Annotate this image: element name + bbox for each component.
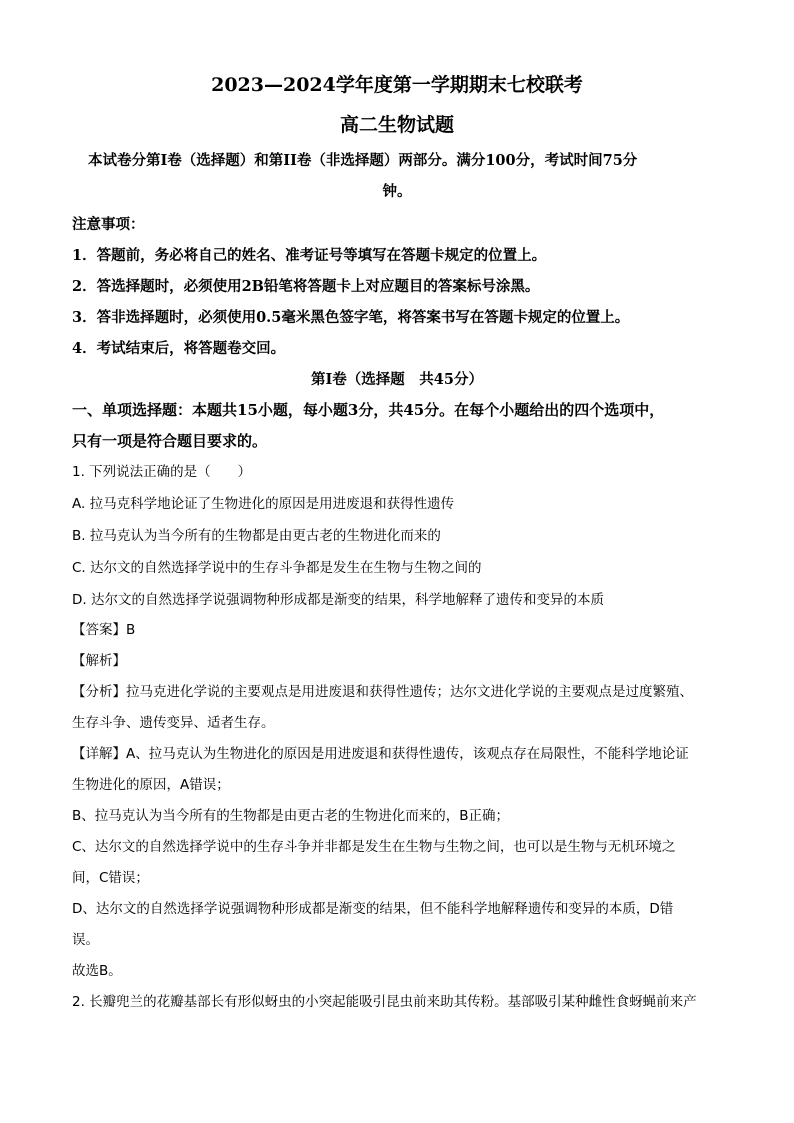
xiangjie-text-1: A、拉马克认为生物进化的原因是用进废退和获得性遗传，该观点存在局限性，不能科学地论证 xyxy=(126,746,689,762)
xiangjie-line-1 xyxy=(72,744,722,764)
analysis-label: 【解析】 xyxy=(72,653,126,669)
fenxi-label: 【分析】 xyxy=(72,684,126,700)
subject-title: 高二生物试题 xyxy=(339,114,454,136)
intro-line-1: 本试卷分第I卷（选择题）和第II卷（非选择题）两部分。满分100分，考试时间75分 xyxy=(88,152,638,169)
section-instruction-2: 只有一项是符合题目要求的。 xyxy=(72,432,268,450)
explanation-c-1: C、达尔文的自然选择学说中的生存斗争并非都是发生在生物与生物之间，也可以是生物与无机环境之 xyxy=(72,839,676,855)
section-instruction-1: 一、单项选择题：本题共15小题，每小题3分，共45分。在每个小题给出的四个选项中， xyxy=(72,401,665,419)
section-title: 第I卷（选择题 共45分） xyxy=(311,371,483,388)
conclusion: 故选B。 xyxy=(72,963,122,979)
exam-title: 2023—2024学年度第一学期期末七校联考 xyxy=(211,74,583,96)
question-1-option-c: C. 达尔文的自然选择学说中的生存斗争都是发生在生物与生物之间的 xyxy=(72,560,482,576)
answer-label: 【答案】 xyxy=(72,622,126,638)
question-1-option-a: A. 拉马克科学地论证了生物进化的原因是用进废退和获得性遗传 xyxy=(72,496,455,512)
question-1-stem: 1. 下列说法正确的是（ ） xyxy=(72,464,252,480)
question-1-option-b: B. 拉马克认为当今所有的生物都是由更古老的生物进化而来的 xyxy=(72,528,441,544)
notice-item-2: 2．答选择题时，必须使用2B铅笔将答题卡上对应题目的答案标号涂黑。 xyxy=(72,278,540,295)
fenxi-text-1: 拉马克进化学说的主要观点是用进废退和获得性遗传；达尔文进化学说的主要观点是过度繁殖、 xyxy=(126,684,693,700)
notice-heading: 注意事项： xyxy=(72,216,145,233)
explanation-d-1: D、达尔文的自然选择学说强调物种形成都是渐变的结果，但不能科学地解释遗传和变异的本质，D错 xyxy=(72,901,674,917)
explanation-b: B、拉马克认为当今所有的生物都是由更古老的生物进化而来的，B正确； xyxy=(72,808,510,824)
notice-item-1: 1．答题前，务必将自己的姓名、准考证号等填写在答题卡规定的位置上。 xyxy=(72,247,547,264)
xiangjie-label: 【详解】 xyxy=(72,746,126,762)
fenxi-line-2: 生存斗争、遗传变异、适者生存。 xyxy=(72,715,275,731)
question-2-stem: 2. 长瓣兜兰的花瓣基部长有形似蚜虫的小突起能吸引昆虫前来助其传粉。基部吸引某种雌性食蚜蝇前来产 xyxy=(72,994,697,1010)
answer-line xyxy=(72,620,722,640)
notice-item-3: 3．答非选择题时，必须使用0.5毫米黑色签字笔，将答案书写在答题卡规定的位置上。 xyxy=(72,309,630,326)
intro-line-2: 钟。 xyxy=(382,183,412,200)
question-1-option-d: D. 达尔文的自然选择学说强调物种形成都是渐变的结果，科学地解释了遗传和变异的本质 xyxy=(72,592,604,608)
notice-item-4: 4．考试结束后，将答题卷交回。 xyxy=(72,340,286,357)
explanation-d-2: 误。 xyxy=(72,932,99,948)
fenxi-line-1 xyxy=(72,682,722,702)
explanation-c-2: 间，C错误； xyxy=(72,870,149,886)
xiangjie-line-2: 生物进化的原因，A错误； xyxy=(72,777,230,793)
answer-value: B xyxy=(126,622,136,638)
